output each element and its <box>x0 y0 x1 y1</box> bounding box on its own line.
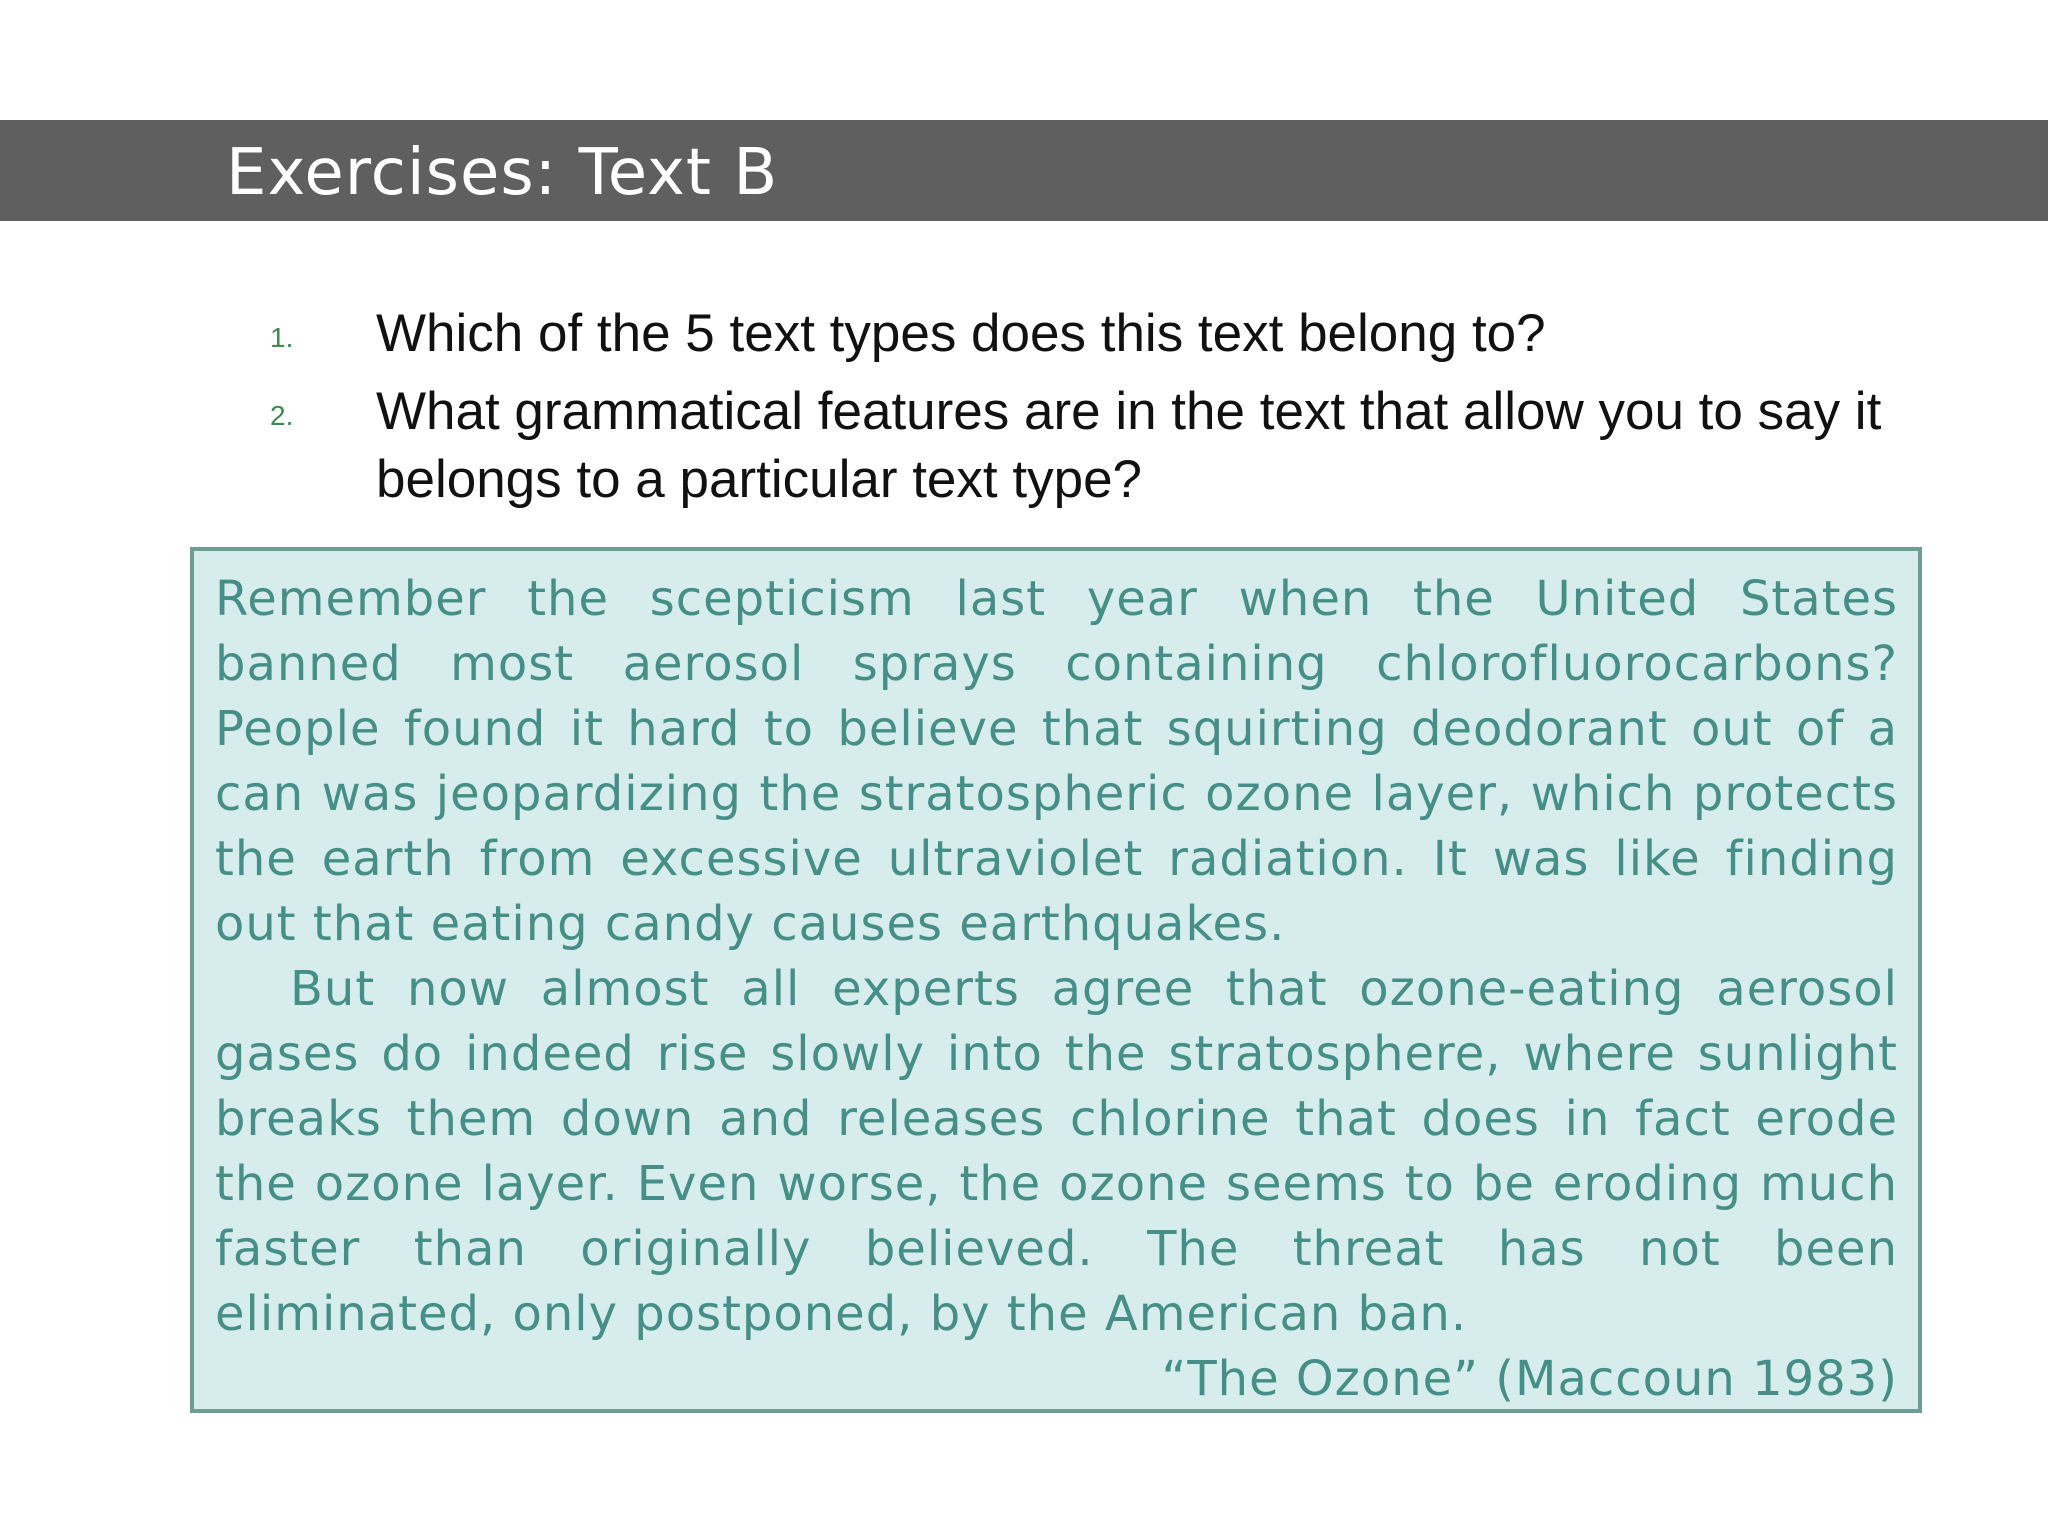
question-item <box>270 300 1890 368</box>
question-item <box>270 378 1890 514</box>
passage-paragraph-2: But now almost all experts agree that ozone-eating aerosol gases do indeed rise slowly into the stratosphere, where sunlight breaks them down and releases chlorine that does in fact erode the ozone layer. Even worse, the ozone seems to be eroding much faster than originally believed. The threat has not been eliminated, only postponed, by the American ban. <box>215 961 1898 1342</box>
question-number: 1. <box>270 322 294 353</box>
passage-citation: “The Ozone” (Maccoun 1983) <box>1161 1351 1898 1407</box>
passage-paragraph-1: Remember the scepticism last year when the United States banned most aerosol sprays containing chlorofluorocarbons? People found it hard to believe that squirting deodorant out of a can was jeopardizing the stratospheric ozone layer, which protects the earth from excessive ultraviolet radiation. It was like finding out that eating candy causes earthquakes. <box>215 571 1898 952</box>
question-text: What grammatical features are in the text that allow you to say it belongs to a particular text type? <box>376 382 1882 509</box>
slide-title: Exercises: Text B <box>226 136 779 210</box>
question-list <box>270 300 1890 524</box>
question-number: 2. <box>270 400 294 431</box>
passage-box <box>190 547 1922 1413</box>
question-text: Which of the 5 text types does this text belong to? <box>376 304 1546 363</box>
